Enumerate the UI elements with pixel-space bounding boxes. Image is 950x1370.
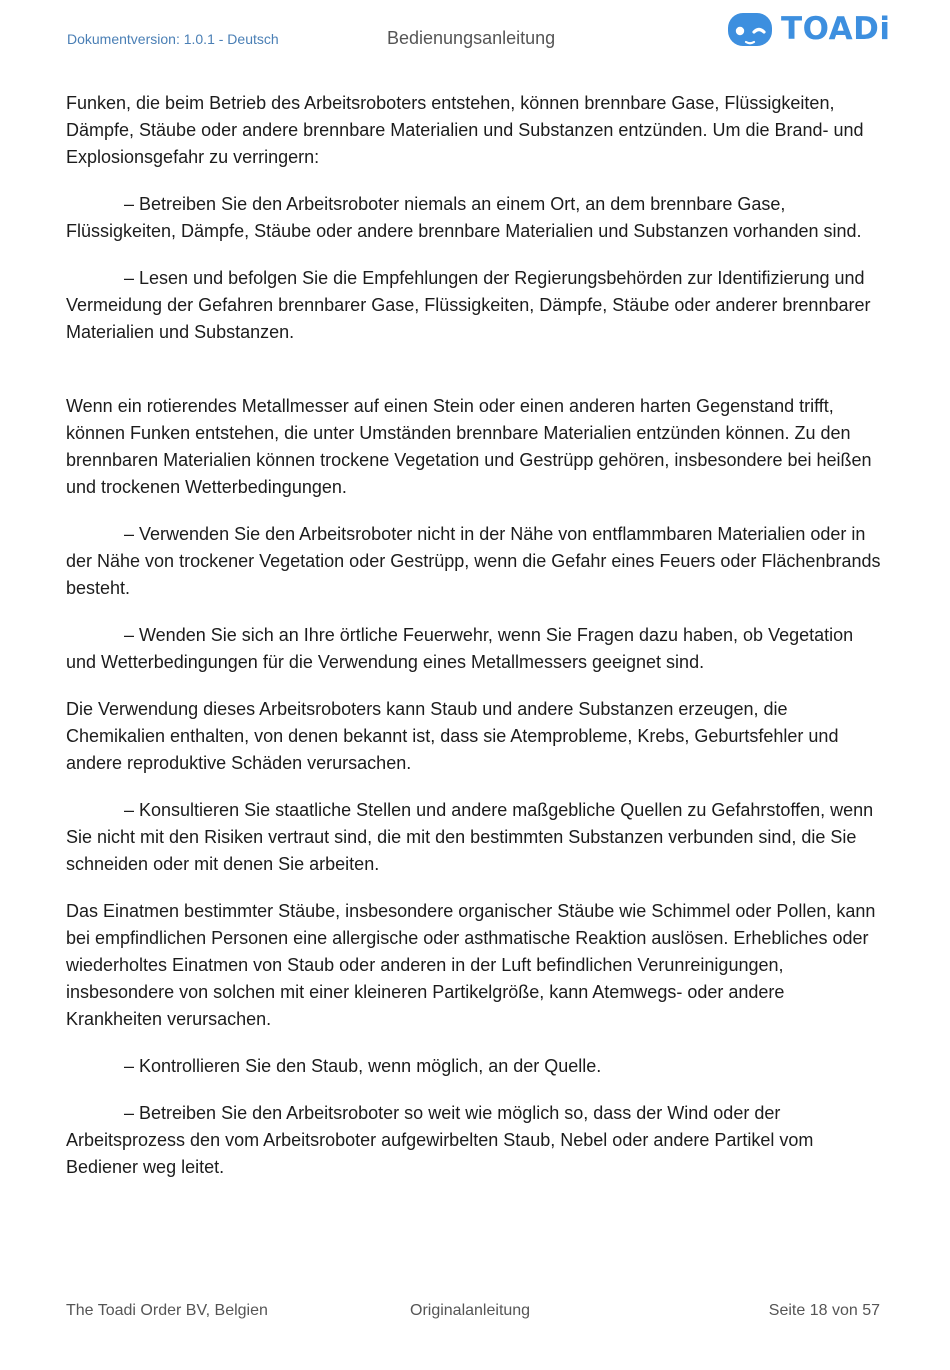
paragraph: Wenn ein rotierendes Metallmesser auf einen Stein oder einen anderen harten Gegenstand trifft, können Funken entstehen, die unter Umständen brennbare Materialien entzünden können. Zu den brennbaren Materialien können trockene Vegetation und Gestrüpp gehören, insbesondere bei heißen und trockenen Wetterbedingungen. — [66, 396, 872, 497]
logo-text: TOADi — [781, 11, 891, 47]
bullet-paragraph: – Lesen und befolgen Sie die Empfehlungen der Regierungsbehörden zur Identifizierung und Vermeidung der Gefahren brennbarer Gase, Flüssigkeiten, Dämpfe, Stäube oder anderer brennbarer Materialien und Substanzen. — [66, 268, 871, 342]
bullet-paragraph: – Kontrollieren Sie den Staub, wenn möglich, an der Quelle. — [124, 1056, 602, 1076]
page-header — [0, 0, 950, 70]
header-title: Bedienungsanleitung — [387, 28, 556, 48]
page-number: Seite 18 von 57 — [768, 1302, 880, 1319]
bullet-paragraph: – Wenden Sie sich an Ihre örtliche Feuerwehr, wenn Sie Fragen dazu haben, ob Vegetation und Wetterbedingungen für die Verwendung eines Metallmessers geeignet sind. — [66, 625, 854, 672]
footer-label: Originalanleitung — [410, 1302, 531, 1319]
document-body — [66, 90, 881, 1201]
paragraph: Das Einatmen bestimmter Stäube, insbesondere organischer Stäube wie Schimmel oder Pollen, kann bei empfindlichen Personen eine allergische oder asthmatische Reaktion auslösen. Erhebliches oder wiederholtes Einatmen von Staub oder anderen in der Luft befindlichen Verunreinigungen, insbesondere von solchen mit einer kleineren Partikelgröße, kann Atemwegs- oder andere Krankheiten verursachen. — [66, 901, 876, 1029]
footer-company: The Toadi Order BV, Belgien — [66, 1302, 268, 1319]
page-footer — [0, 1302, 950, 1328]
bullet-paragraph: – Konsultieren Sie staatliche Stellen und andere maßgebliche Quellen zu Gefahrstoffen, wenn Sie nicht mit den Risiken vertraut sind, die mit den bestimmten Substanzen verbunden sind, die Sie schneiden oder mit denen Sie arbeiten. — [66, 800, 874, 874]
bullet-paragraph: – Verwenden Sie den Arbeitsroboter nicht in der Nähe von entflammbaren Materialien oder in der Nähe von trockener Vegetation oder Gestrüpp, wenn die Gefahr eines Feuers oder Flächenbrands besteht. — [66, 524, 881, 598]
paragraph: Funken, die beim Betrieb des Arbeitsroboters entstehen, können brennbare Gase, Flüssigkeiten, Dämpfe, Stäube oder andere brennbare Materialien und Substanzen entzünden. Um die Brand- und Explosionsgefahr zu verringern: — [66, 93, 864, 167]
paragraph: Die Verwendung dieses Arbeitsroboters kann Staub und andere Substanzen erzeugen, die Chemikalien enthalten, von denen bekannt ist, dass sie Atemprobleme, Krebs, Geburtsfehler und andere reproduktive Schäden verursachen. — [66, 699, 839, 773]
robot-face-icon — [726, 9, 776, 49]
bullet-paragraph: – Betreiben Sie den Arbeitsroboter so weit wie möglich so, dass der Wind oder der Arbeitsprozess den vom Arbeitsroboter aufgewirbelten Staub, Nebel oder andere Partikel vom Bediener weg leitet. — [66, 1103, 814, 1177]
bullet-paragraph: – Betreiben Sie den Arbeitsroboter niemals an einem Ort, an dem brennbare Gase, Flüssigkeiten, Dämpfe, Stäube oder andere brennbare Materialien und Substanzen vorhanden sind. — [66, 194, 862, 241]
brand-logo — [726, 9, 891, 49]
document-version: Dokumentversion: 1.0.1 - Deutsch — [67, 31, 279, 47]
